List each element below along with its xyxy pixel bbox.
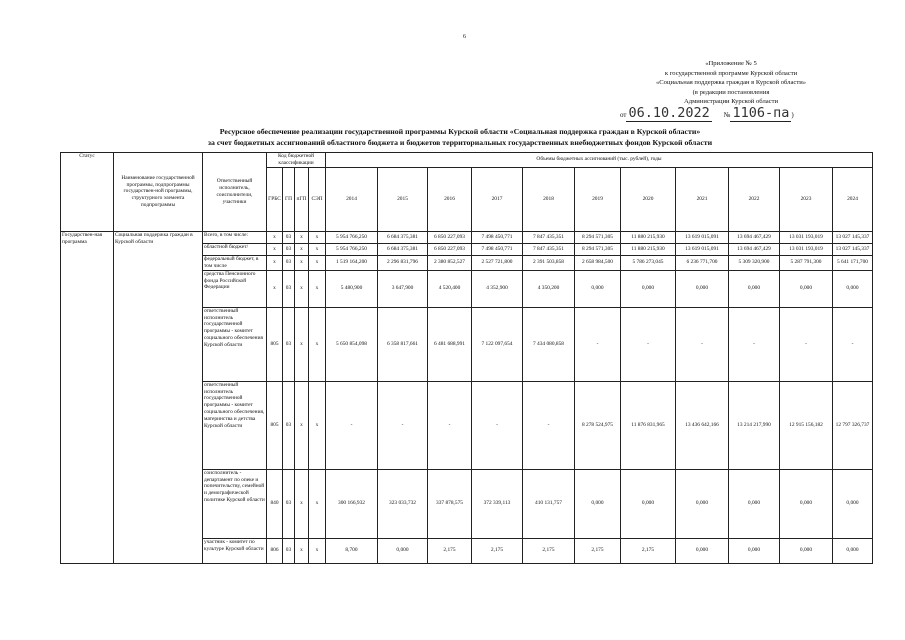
header-status: Статус [61, 153, 114, 232]
header-year: 2014 [326, 167, 378, 231]
number-prefix: № [723, 111, 731, 119]
executor-cell: Всего, в том числе: [203, 231, 267, 243]
grbs-cell: x [267, 231, 283, 243]
value-cell: 410 131,757 [523, 469, 575, 538]
appendix-line: (в редакции постановления [692, 88, 770, 96]
value-cell: 0,000 [729, 270, 780, 307]
se-cell: x [309, 270, 326, 307]
value-cell: 8 278 524,975 [575, 381, 621, 469]
pgp-cell: x [295, 307, 309, 381]
handwritten-date: 06.10.2022 [628, 105, 710, 121]
executor-cell: областной бюджет/ [203, 243, 267, 255]
value-cell: 2 391 503,858 [523, 255, 575, 270]
value-cell: 13 027 145,337 [833, 243, 873, 255]
value-cell: 13 619 015,091 [676, 243, 729, 255]
value-cell: 0,000 [833, 270, 873, 307]
pgp-cell: x [295, 255, 309, 270]
gp-cell: 03 [283, 307, 295, 381]
value-cell: 0,000 [378, 538, 428, 563]
value-cell: 0,000 [780, 469, 833, 538]
header-gp: ГП [283, 167, 295, 231]
value-cell: 13 619 015,091 [676, 231, 729, 243]
value-cell: 6 358 817,661 [378, 307, 428, 381]
program-name-cell: Социальная поддержка граждан в Курской области [114, 231, 203, 563]
se-cell: x [309, 231, 326, 243]
value-cell: 323 033,732 [378, 469, 428, 538]
header-se: СЭП [309, 167, 326, 231]
header-year: 2015 [378, 167, 428, 231]
gp-cell: 03 [283, 243, 295, 255]
executor-cell: средства Пенсионного фонда Российской Федерации [203, 270, 267, 307]
page-number: 6 [463, 34, 466, 40]
status-cell: Государствен-ная программа [61, 231, 114, 563]
value-cell: 11 880 215,930 [621, 243, 676, 255]
value-cell: 0,000 [621, 270, 676, 307]
gp-cell: 03 [283, 255, 295, 270]
value-cell: 13 694 467,429 [729, 231, 780, 243]
value-cell: 0,000 [729, 469, 780, 538]
se-cell: x [309, 255, 326, 270]
gp-cell: 03 [283, 270, 295, 307]
value-cell: - [729, 307, 780, 381]
executor-cell: ответственный исполнитель государственной программы - комитет социального обеспечения Курской области [203, 307, 267, 381]
grbs-cell: 840 [267, 469, 283, 538]
value-cell: 300 166,932 [326, 469, 378, 538]
gp-cell: 03 [283, 381, 295, 469]
appendix-line: «Социальная поддержка граждан в Курской области» [655, 79, 807, 87]
appendix-line: «Приложение № 5 [705, 60, 757, 67]
value-cell: 8 294 571,305 [575, 231, 621, 243]
value-cell: 4 352,900 [472, 270, 523, 307]
executor-cell: федеральный бюджет, в том числе [203, 255, 267, 270]
se-cell: x [309, 538, 326, 563]
value-cell: 11 876 831,965 [621, 381, 676, 469]
header-year: 2019 [575, 167, 621, 231]
value-cell: 5 954 766,250 [326, 231, 378, 243]
value-cell: 5 786 273,045 [621, 255, 676, 270]
table-row [61, 231, 873, 243]
value-cell: 8,700 [326, 538, 378, 563]
header-executor: Ответственный исполнитель, соисполнители, участники [203, 153, 267, 232]
value-cell: 7 847 435,351 [523, 243, 575, 255]
se-cell: x [309, 243, 326, 255]
value-cell: 12 797 326,737 [833, 381, 873, 469]
header-year: 2021 [676, 167, 729, 231]
value-cell: 13 436 642,166 [676, 381, 729, 469]
value-cell: 2 296 831,796 [378, 255, 428, 270]
value-cell: 0,000 [575, 270, 621, 307]
value-cell: 0,000 [780, 538, 833, 563]
value-cell: 5 641 171,700 [833, 255, 873, 270]
header-code-group: Код бюджетной классификации [267, 153, 326, 168]
appendix-line: Администрации Курской области [683, 98, 779, 106]
gp-cell: 03 [283, 538, 295, 563]
value-cell: 0,000 [780, 270, 833, 307]
se-cell: x [309, 307, 326, 381]
header-year: 2016 [428, 167, 472, 231]
date-prefix: от [620, 111, 627, 119]
value-cell: 5 480,900 [326, 270, 378, 307]
closing-paren: ) [791, 111, 794, 119]
value-cell: - [472, 381, 523, 469]
handwritten-number: 1106-па [732, 105, 790, 121]
value-cell: 3 647,900 [378, 270, 428, 307]
value-cell: 5 287 791,300 [780, 255, 833, 270]
value-cell: 0,000 [833, 538, 873, 563]
value-cell: 13 031 193,019 [780, 243, 833, 255]
value-cell: 13 031 193,019 [780, 231, 833, 243]
executor-cell: соисполнитель - департамент по опеке и попечительству, семейной и демографической политике Курской области [203, 469, 267, 538]
value-cell: 372 339,113 [472, 469, 523, 538]
value-cell: 6 850 227,093 [428, 243, 472, 255]
value-cell: 7 847 435,351 [523, 231, 575, 243]
value-cell: 6 684 375,381 [378, 243, 428, 255]
value-cell: 8 294 571,305 [575, 243, 621, 255]
value-cell: 2,175 [575, 538, 621, 563]
value-cell: 0,000 [729, 538, 780, 563]
value-cell: 13 694 467,429 [729, 243, 780, 255]
header-year: 2017 [472, 167, 523, 231]
value-cell: 11 880 215,930 [621, 231, 676, 243]
header-grbs: ГРБС [267, 167, 283, 231]
value-cell: 2,175 [621, 538, 676, 563]
value-cell: 6 236 771,700 [676, 255, 729, 270]
value-cell: 0,000 [621, 469, 676, 538]
value-cell: 2,175 [472, 538, 523, 563]
pgp-cell: x [295, 538, 309, 563]
title-line-2: за счет бюджетных ассигнований областного бюджета и бюджетов территориальных государственных внебюджетных фондов Курской области [207, 137, 713, 147]
value-cell: 6 481 688,991 [428, 307, 472, 381]
appendix-line: к государственной программе Курской области [664, 69, 798, 77]
value-cell: 5 954 766,250 [326, 243, 378, 255]
pgp-cell: x [295, 381, 309, 469]
value-cell: 7 498 450,771 [472, 243, 523, 255]
header-pgp: пГП [295, 167, 309, 231]
value-cell: 2,175 [523, 538, 575, 563]
value-cell: 2 380 852,527 [428, 255, 472, 270]
pgp-cell: x [295, 243, 309, 255]
value-cell: 5 650 854,098 [326, 307, 378, 381]
value-cell: 2,175 [428, 538, 472, 563]
se-cell: x [309, 469, 326, 538]
pgp-cell: x [295, 469, 309, 538]
se-cell: x [309, 381, 326, 469]
value-cell: - [780, 307, 833, 381]
value-cell: - [621, 307, 676, 381]
pgp-cell: x [295, 231, 309, 243]
executor-cell: ответственный исполнитель государственной программы - комитет социального обеспечения, материнства и детства Курской области [203, 381, 267, 469]
decree-date-line [620, 105, 794, 121]
header-year: 2023 [780, 167, 833, 231]
value-cell: 12 915 156,182 [780, 381, 833, 469]
value-cell: - [378, 381, 428, 469]
value-cell: 337 878,575 [428, 469, 472, 538]
value-cell: - [428, 381, 472, 469]
value-cell: 0,000 [676, 538, 729, 563]
resource-table [60, 152, 873, 564]
grbs-cell: 805 [267, 307, 283, 381]
gp-cell: 03 [283, 231, 295, 243]
value-cell: - [523, 381, 575, 469]
grbs-cell: x [267, 243, 283, 255]
value-cell: 5 309 320,900 [729, 255, 780, 270]
pgp-cell: x [295, 270, 309, 307]
grbs-cell: 806 [267, 538, 283, 563]
header-name: Наименование государственной программы, подпрограммы государствен-ной программы, структурного элемента подпрограммы [114, 153, 203, 232]
value-cell: 13 027 145,337 [833, 231, 873, 243]
value-cell: 2 527 721,800 [472, 255, 523, 270]
header-year: 2022 [729, 167, 780, 231]
value-cell: 7 122 097,654 [472, 307, 523, 381]
grbs-cell: x [267, 270, 283, 307]
value-cell: 2 658 984,500 [575, 255, 621, 270]
value-cell: 0,000 [833, 469, 873, 538]
value-cell: - [833, 307, 873, 381]
value-cell: 7 434 080,858 [523, 307, 575, 381]
executor-cell: участник - комитет по культуре Курской области [203, 538, 267, 563]
value-cell: 0,000 [575, 469, 621, 538]
grbs-cell: 805 [267, 381, 283, 469]
value-cell: 4 520,400 [428, 270, 472, 307]
value-cell: - [676, 307, 729, 381]
value-cell: - [575, 307, 621, 381]
value-cell: 7 498 450,771 [472, 231, 523, 243]
gp-cell: 03 [283, 469, 295, 538]
header-year: 2024 [833, 167, 873, 231]
header-year: 2020 [621, 167, 676, 231]
title-line-1: Ресурсное обеспечение реализации государственной программы Курской области «Социальная поддержка граждан в Курской области» [219, 127, 701, 136]
grbs-cell: x [267, 255, 283, 270]
value-cell: 4 350,200 [523, 270, 575, 307]
value-cell: 6 850 227,093 [428, 231, 472, 243]
appendix-header [600, 59, 862, 107]
value-cell: - [326, 381, 378, 469]
value-cell: 1 519 164,200 [326, 255, 378, 270]
value-cell: 0,000 [676, 469, 729, 538]
value-cell: 0,000 [676, 270, 729, 307]
header-volumes-group: Объемы бюджетных ассигнований (тыс. рублей), годы [326, 153, 873, 168]
header-year: 2018 [523, 167, 575, 231]
value-cell: 13 214 217,990 [729, 381, 780, 469]
document-title [60, 127, 860, 148]
value-cell: 6 684 375,381 [378, 231, 428, 243]
